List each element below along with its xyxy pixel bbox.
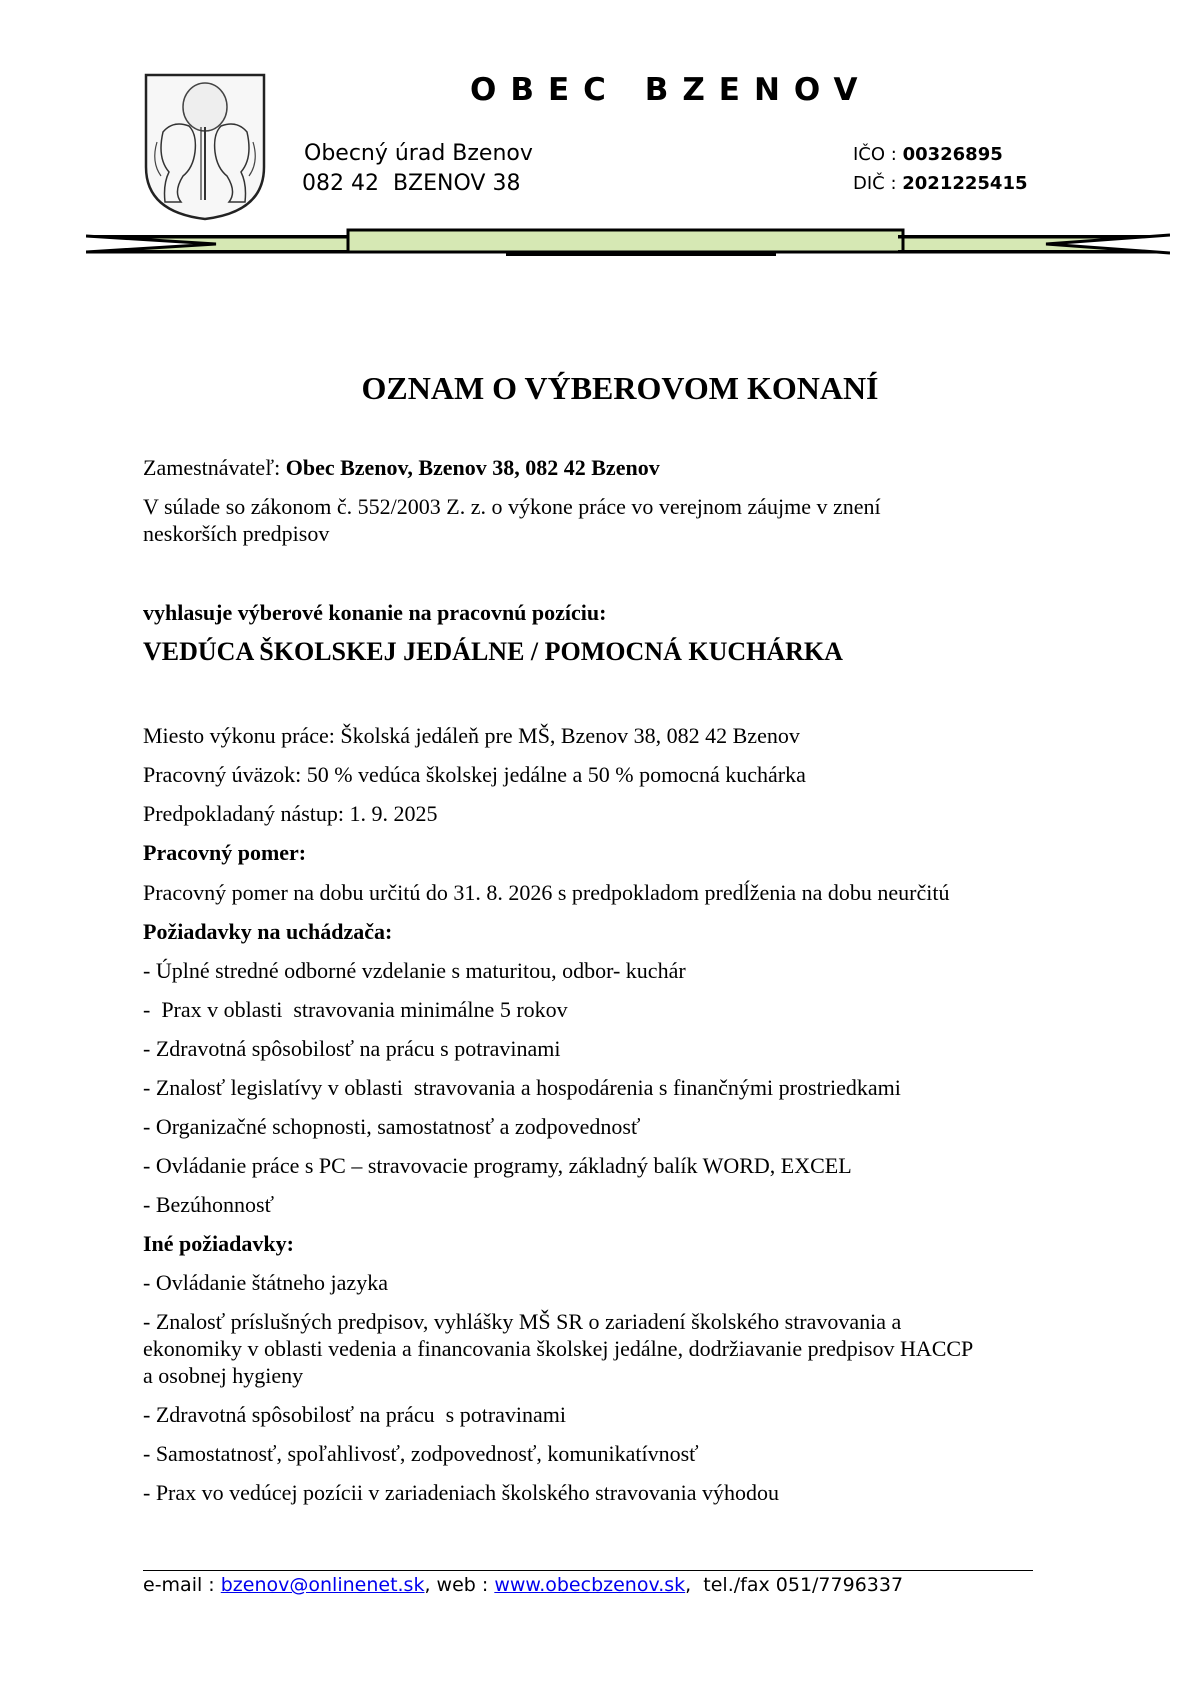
- header-divider-bar: [86, 228, 1170, 258]
- other-requirement-item: - Samostatnosť, spoľahlivosť, zodpovednosť, komunikatívnosť: [143, 1441, 699, 1466]
- employer-value: Obec Bzenov, Bzenov 38, 082 42 Bzenov: [285, 455, 660, 480]
- dic-label: DIČ :: [853, 173, 903, 194]
- requirement-item: - Prax v oblasti stravovania minimálne 5 rokov: [143, 997, 568, 1022]
- announcement: vyhlasuje výberové konanie na pracovnú pozíciu:: [143, 600, 607, 625]
- web-label: , web :: [424, 1574, 495, 1596]
- office-name: Obecný úrad Bzenov: [304, 141, 533, 166]
- requirement-item: - Znalosť legislatívy v oblasti stravovania a hospodárenia s finančnými prostriedkami: [143, 1075, 901, 1100]
- ico-line: [853, 144, 1003, 165]
- employment-text: Pracovný pomer na dobu určitú do 31. 8. 2026 s predpokladom predĺženia na dobu neurčitú: [143, 880, 950, 905]
- other-requirement-item: - Ovládanie štátneho jazyka: [143, 1270, 388, 1295]
- legal-line-2: neskorších predpisov: [143, 521, 330, 546]
- other-requirement-item: - Zdravotná spôsobilosť na prácu s potravinami: [143, 1402, 567, 1427]
- dic-line: [853, 173, 1028, 194]
- requirement-item: - Zdravotná spôsobilosť na prácu s potravinami: [143, 1036, 561, 1061]
- village-title: OBEC BZENOV: [470, 72, 872, 108]
- dic-value: 2021225415: [902, 173, 1028, 194]
- requirement-item: - Bezúhonnosť: [143, 1192, 274, 1217]
- other-requirement-item: - Znalosť príslušných predpisov, vyhlášky MŠ SR o zariadení školského stravovania a: [143, 1309, 902, 1334]
- ico-value: 00326895: [902, 144, 1003, 165]
- requirement-item: - Ovládanie práce s PC – stravovacie programy, základný balík WORD, EXCEL: [143, 1153, 852, 1178]
- requirement-item: - Úplné stredné odborné vzdelanie s maturitou, odbor- kuchár: [143, 958, 686, 983]
- phone-text: , tel./fax 051/7796337: [685, 1574, 904, 1596]
- document-title: OZNAM O VÝBEROVOM KONANÍ: [361, 370, 879, 406]
- employer-label: Zamestnávateľ:: [143, 455, 286, 480]
- legal-line-1: V súlade so zákonom č. 552/2003 Z. z. o výkone práce vo verejnom záujme v znení: [143, 494, 881, 519]
- workload: Pracovný úväzok: 50 % vedúca školskej jedálne a 50 % pomocná kuchárka: [143, 762, 806, 787]
- employer-line: [143, 455, 660, 481]
- other-requirement-item-cont: ekonomiky v oblasti vedenia a financovania školskej jedálne, dodržiavanie predpisov HACCP: [143, 1336, 974, 1361]
- email-link[interactable]: bzenov@onlinenet.sk: [220, 1574, 425, 1596]
- office-address: 082 42 BZENOV 38: [302, 171, 521, 196]
- other-requirement-item: - Prax vo vedúcej pozícii v zariadeniach školského stravovania výhodou: [143, 1480, 779, 1505]
- web-link[interactable]: www.obecbzenov.sk: [494, 1574, 686, 1596]
- email-label: e-mail :: [143, 1574, 221, 1596]
- workplace: Miesto výkonu práce: Školská jedáleň pre MŠ, Bzenov 38, 082 42 Bzenov: [143, 723, 800, 748]
- other-requirement-item-cont: a osobnej hygieny: [143, 1363, 304, 1388]
- other-requirements-heading: Iné požiadavky:: [143, 1231, 294, 1256]
- requirement-item: - Organizačné schopnosti, samostatnosť a zodpovednosť: [143, 1114, 641, 1139]
- footer-divider: [143, 1570, 1033, 1571]
- start-date: Predpokladaný nástup: 1. 9. 2025: [143, 801, 438, 826]
- coat-of-arms-icon: [143, 72, 267, 222]
- employment-heading: Pracovný pomer:: [143, 840, 307, 865]
- requirements-heading: Požiadavky na uchádzača:: [143, 919, 393, 944]
- footer-contacts: [143, 1574, 903, 1596]
- position-title: VEDÚCA ŠKOLSKEJ JEDÁLNE / POMOCNÁ KUCHÁRKA: [143, 637, 843, 666]
- ico-label: IČO :: [853, 144, 903, 165]
